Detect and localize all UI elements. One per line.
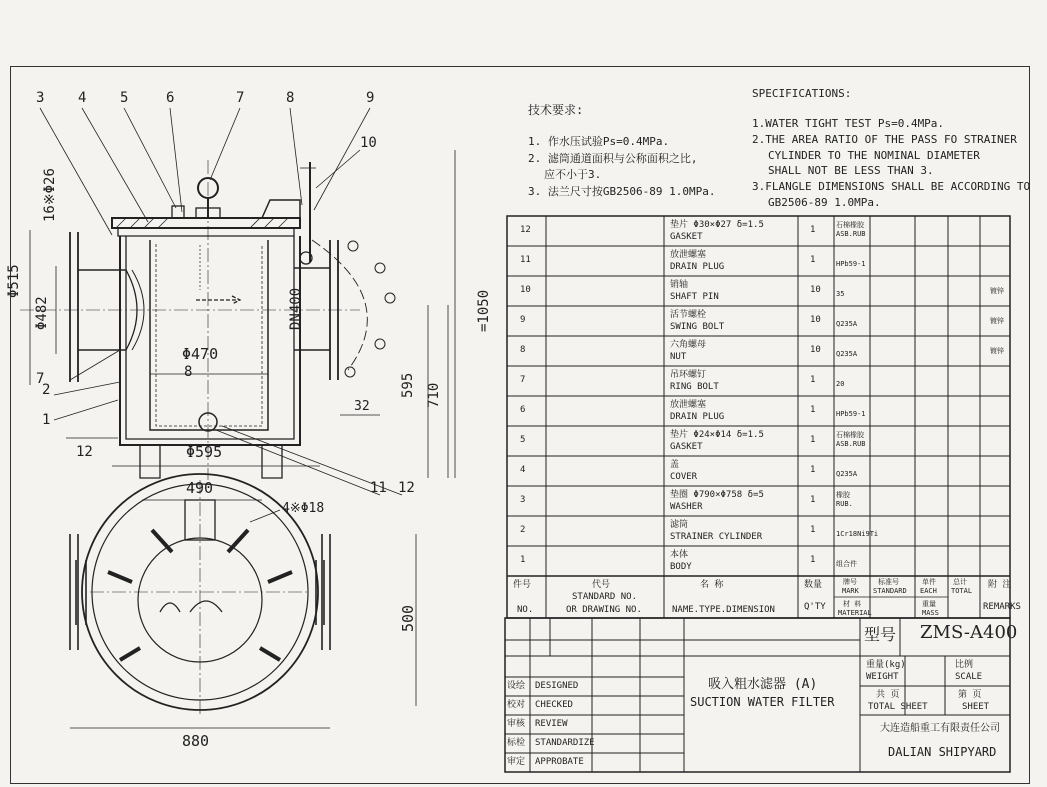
spec-2: 2.THE AREA RATIO OF THE PASS FO STRAINER [752, 133, 1017, 146]
scale-en: SCALE [955, 672, 983, 682]
part-no: 9 [520, 315, 526, 325]
part-name-cn: 吊环螺钉 [670, 370, 707, 380]
part-qty: 1 [810, 375, 816, 385]
model-number: ZMS-A400 [920, 622, 1018, 643]
part-no: 12 [520, 225, 531, 235]
part-material-en: HPb59-1 [836, 260, 866, 268]
requirement-cn-4: 3. 法兰尺寸按GB2506-89 1.0MPa. [528, 185, 716, 198]
hdr-remarks-en: REMARKS [983, 602, 1021, 612]
part-qty: 1 [810, 525, 816, 535]
part-name-en: BODY [670, 562, 692, 572]
part-qty: 1 [810, 495, 816, 505]
dim-bolts-16: 16※Φ26 [42, 168, 58, 222]
hdr-mat-cn: 材 料 [843, 600, 862, 608]
part-remark: 镀锌 [990, 317, 1004, 325]
model-label: 型号 [864, 625, 897, 644]
part-name-cn: 放泄螺塞 [670, 400, 707, 410]
part-no: 8 [520, 345, 526, 355]
part-name-cn: 垫片 Φ30×Φ27 δ=1.5 [670, 220, 764, 230]
requirement-cn-2: 2. 滤筒通道面积与公称面积之比, [528, 152, 698, 165]
sign-role-cn: 校对 [507, 700, 526, 710]
leader-9: 9 [366, 90, 375, 106]
dim-phi470: Φ470 [182, 345, 219, 363]
part-name-cn: 本体 [670, 550, 689, 560]
hdr-name-cn: 名 称 [700, 580, 724, 590]
total-sheet-cn: 共 页 [876, 690, 900, 700]
company-cn: 大连造船重工有限责任公司 [880, 723, 1000, 734]
part-qty: 1 [810, 555, 816, 565]
sign-role-cn: 审定 [507, 757, 526, 767]
leader-7: 7 [236, 90, 245, 106]
weight-cn: 重量(kg) [866, 660, 906, 670]
dim-595: 595 [400, 372, 416, 398]
sign-role-en: STANDARDIZE [535, 738, 595, 748]
sign-role-en: CHECKED [535, 700, 573, 710]
leader-1: 1 [42, 412, 51, 428]
part-material-cn: 橡胶 [836, 491, 850, 499]
dim-bolts-4: 4※Φ18 [282, 501, 325, 516]
dim-phi515: Φ515 [6, 264, 22, 298]
hdr-no-cn: 件号 [513, 580, 532, 590]
part-name-cn: 活节螺栓 [670, 310, 707, 320]
leader-4: 4 [78, 90, 87, 106]
spec-6: GB2506-89 1.0MPa. [768, 196, 881, 209]
hdr-weight-cn: 重量 [922, 600, 936, 608]
hdr-qty-en: Q'TY [804, 602, 826, 612]
part-material-cn: 石棉橡胶 [836, 431, 864, 439]
leader-12: 12 [398, 480, 415, 496]
part-material-cn: 石棉橡胶 [836, 221, 864, 229]
part-qty: 1 [810, 255, 816, 265]
part-material-en: 1Cr18Ni9Ti [836, 530, 879, 538]
part-name-cn: 放泄螺塞 [670, 250, 707, 260]
requirement-cn-3: 应不小于3. [544, 168, 602, 181]
sign-role-en: APPROBATE [535, 757, 584, 767]
part-no: 5 [520, 435, 526, 445]
part-name-en: STRAINER CYLINDER [670, 532, 763, 542]
hdr-std-en1: STANDARD NO. [572, 592, 638, 602]
requirement-cn-1: 1. 作水压试验Ps=0.4MPa. [528, 135, 670, 148]
part-no: 2 [520, 525, 526, 535]
part-qty: 1 [810, 405, 816, 415]
specifications-heading: SPECIFICATIONS: [752, 87, 852, 100]
hdr-qty-cn: 数量 [804, 580, 823, 590]
part-material-en: 20 [836, 380, 845, 388]
hdr-weight-en: MASS [922, 609, 939, 617]
part-material-en: HPb59-1 [836, 410, 866, 418]
hdr-no-en: NO. [517, 605, 534, 615]
hdr-total-en: TOTAL [951, 587, 973, 595]
dim-phi482: Φ482 [34, 296, 50, 330]
sheet-en: SHEET [962, 702, 990, 712]
part-name-cn: 盖 [670, 460, 680, 470]
hdr-remarks-cn: 附 注 [988, 580, 1012, 590]
part-name-en: WASHER [670, 502, 703, 512]
part-name-en: GASKET [670, 442, 703, 452]
requirements-heading-cn: 技术要求: [528, 103, 584, 117]
part-name-cn: 滤筒 [670, 520, 689, 530]
weight-en: WEIGHT [866, 672, 899, 682]
part-material-en: 组合件 [836, 560, 857, 568]
leader-8: 8 [286, 90, 295, 106]
drawing-title-en: SUCTION WATER FILTER [690, 695, 835, 709]
drawing-title-cn: 吸入粗水滤器 (A) [708, 677, 818, 692]
part-no: 4 [520, 465, 526, 475]
dim-phi595: Φ595 [186, 443, 223, 461]
part-material-en: Q235A [836, 470, 858, 478]
scale-cn: 比例 [955, 660, 974, 670]
part-name-en: NUT [670, 352, 687, 362]
sign-role-cn: 审核 [507, 719, 526, 729]
part-name-en: SHAFT PIN [670, 292, 719, 302]
hdr-each-cn: 单件 [922, 578, 936, 586]
part-material-en: Q235A [836, 320, 858, 328]
leader-5: 5 [120, 90, 129, 106]
part-name-en: GASKET [670, 232, 703, 242]
part-remark: 镀锌 [990, 287, 1004, 295]
part-material-en: ASB.RUB [836, 230, 866, 238]
part-name-en: RING BOLT [670, 382, 719, 392]
part-name-en: SWING BOLT [670, 322, 725, 332]
company-en: DALIAN SHIPYARD [888, 745, 997, 759]
part-name-en: DRAIN PLUG [670, 262, 725, 272]
dim-710: 710 [426, 382, 442, 408]
spec-3: CYLINDER TO THE NOMINAL DIAMETER [768, 149, 980, 162]
leader-10: 10 [360, 135, 377, 151]
part-no: 11 [520, 255, 531, 265]
part-material-en: ASB.RUB [836, 440, 866, 448]
dim-dn400: DN400 [288, 287, 304, 330]
part-no: 6 [520, 405, 526, 415]
part-name-cn: 六角螺母 [670, 340, 707, 350]
sign-role-cn: 标检 [507, 738, 526, 748]
dim-1050: =1050 [476, 289, 492, 332]
sheet-cn: 第 页 [958, 690, 982, 700]
hdr-mark-cn: 牌号 [843, 578, 857, 586]
part-material-en: 35 [836, 290, 845, 298]
hdr-mat-en: MATERIAL [838, 609, 872, 617]
leader-6: 6 [166, 90, 175, 106]
spec-4: SHALL NOT BE LESS THAN 3. [768, 164, 934, 177]
part-name-cn: 垫圈 Φ790×Φ758 δ=5 [670, 490, 764, 500]
part-material-en: Q235A [836, 350, 858, 358]
part-name-en: COVER [670, 472, 698, 482]
part-no: 3 [520, 495, 526, 505]
leader-11: 11 [370, 480, 387, 496]
part-material-en: RUB. [836, 500, 853, 508]
hdr-stdd-cn: 标准号 [878, 578, 899, 586]
dim-880: 880 [182, 732, 210, 750]
dim-8: 8 [184, 364, 193, 380]
hdr-name-en: NAME.TYPE.DIMENSION [672, 605, 775, 615]
part-qty: 1 [810, 435, 816, 445]
spec-5: 3.FLANGLE DIMENSIONS SHALL BE ACCORDING TO [752, 180, 1031, 193]
leader-3: 3 [36, 90, 45, 106]
leader-2-upper: 7 [36, 371, 45, 387]
part-name-cn: 销轴 [670, 280, 689, 290]
dim-12: 12 [76, 444, 93, 460]
part-name-en: DRAIN PLUG [670, 412, 725, 422]
sign-role-cn: 设绘 [507, 681, 526, 691]
dim-500: 500 [399, 604, 417, 632]
hdr-total-cn: 总计 [953, 578, 967, 586]
spec-1: 1.WATER TIGHT TEST Ps=0.4MPa. [752, 117, 945, 130]
dim-490: 490 [186, 479, 214, 497]
part-remark: 镀锌 [990, 347, 1004, 355]
total-sheet-en: TOTAL SHEET [868, 702, 928, 712]
part-no: 10 [520, 285, 531, 295]
part-no: 1 [520, 555, 526, 565]
part-qty: 10 [810, 285, 821, 295]
part-no: 7 [520, 375, 526, 385]
hdr-each-en: EACH [920, 587, 937, 595]
hdr-std-en2: OR DRAWING NO. [566, 605, 642, 615]
leader-2: 2 [42, 382, 51, 398]
hdr-std-cn: 代号 [592, 580, 611, 590]
part-qty: 1 [810, 225, 816, 235]
part-qty: 10 [810, 345, 821, 355]
sign-role-en: DESIGNED [535, 681, 579, 691]
part-qty: 1 [810, 465, 816, 475]
part-qty: 10 [810, 315, 821, 325]
hdr-mark-en: MARK [842, 587, 859, 595]
hdr-stdd-en: STANDARD [873, 587, 907, 595]
part-name-cn: 垫片 Φ24×Φ14 δ=1.5 [670, 430, 764, 440]
sign-role-en: REVIEW [535, 719, 568, 729]
dim-32: 32 [354, 399, 370, 414]
